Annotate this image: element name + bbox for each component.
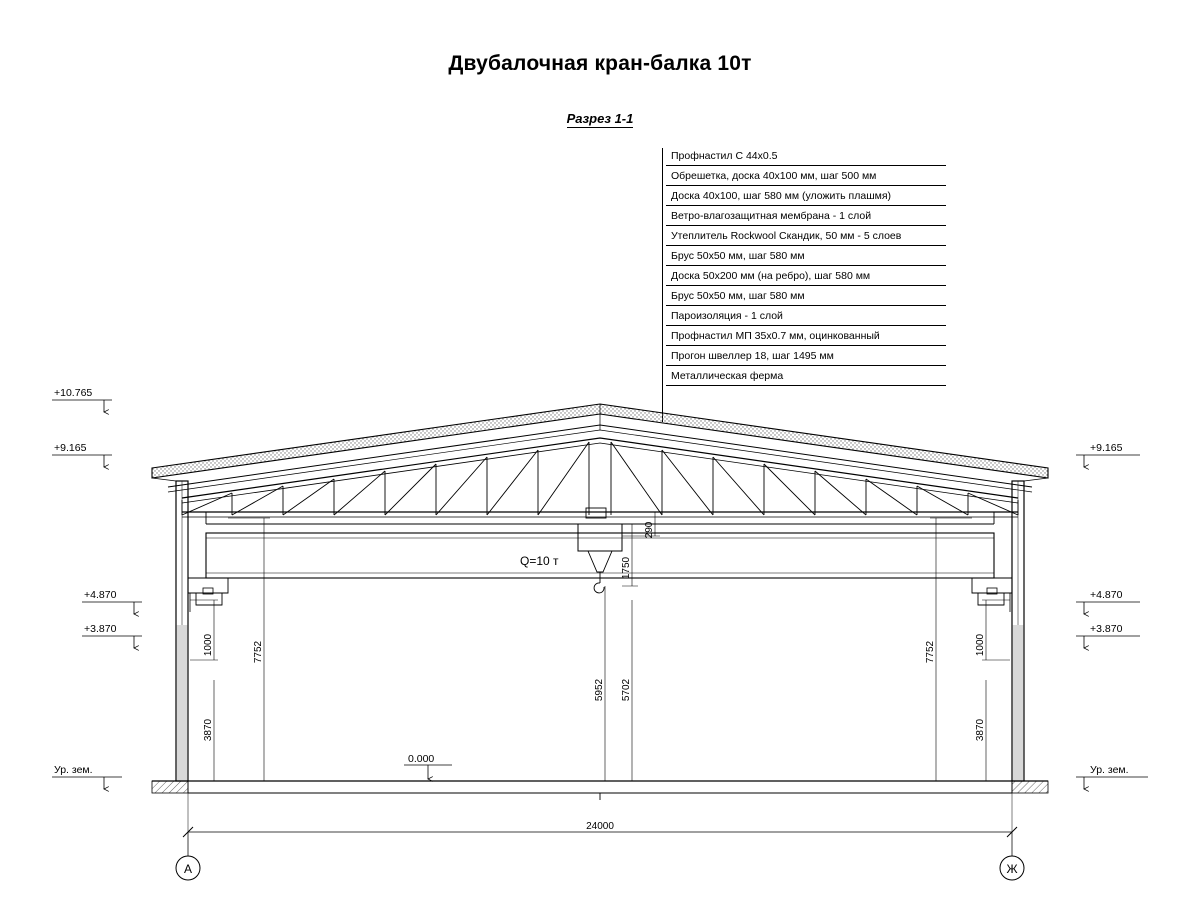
- walls: [176, 481, 1024, 781]
- dimension-right-group: [925, 518, 1010, 781]
- dimension-center-group: [594, 512, 660, 781]
- crane-capacity-label: Q=10 т: [520, 554, 559, 568]
- crane-bridge: [206, 508, 994, 593]
- axis-right: [1000, 832, 1024, 880]
- legend-item-12: Металлическая ферма: [666, 366, 946, 386]
- dimension-overall-width: [183, 793, 1017, 860]
- roof-assembly: [152, 404, 1048, 492]
- axis-label-left: А: [183, 862, 193, 876]
- crane-runway-corbels: [188, 578, 1012, 612]
- dim-right-wall-height: 3870: [975, 718, 986, 742]
- level-marks-left: [52, 387, 142, 789]
- legend-item-8: Брус 50х50 мм, шаг 580 мм: [666, 286, 946, 306]
- legend-item-3: Доска 40х100, шаг 580 мм (уложить плашмя): [666, 186, 946, 206]
- level-left-4: +3.870: [84, 623, 117, 635]
- level-right-1: +9.165: [1090, 442, 1123, 454]
- legend-item-7: Доска 50х200 мм (на ребро), шаг 580 мм: [666, 266, 946, 286]
- level-right-4: Ур. зем.: [1090, 764, 1129, 776]
- dim-clear-height: 5702: [621, 678, 632, 702]
- level-left-3: +4.870: [84, 589, 117, 601]
- level-left-2: +9.165: [54, 442, 87, 454]
- legend-item-2: Обрешетка, доска 40х100 мм, шаг 500 мм: [666, 166, 946, 186]
- legend-item-1: Профнастил С 44х0.5: [666, 146, 946, 166]
- axis-left: [176, 832, 200, 880]
- legend-item-11: Прогон швеллер 18, шаг 1495 мм: [666, 346, 946, 366]
- level-left-1: +10.765: [54, 387, 93, 399]
- level-right-3: +3.870: [1090, 623, 1123, 635]
- dimension-left-group: [190, 518, 270, 781]
- level-ground: 0.000: [408, 753, 435, 765]
- dim-beam-depth: 290: [644, 521, 655, 539]
- legend-item-6: Брус 50х50 мм, шаг 580 мм: [666, 246, 946, 266]
- level-marks-right: [1076, 442, 1148, 789]
- dim-hook-height: 5952: [594, 678, 605, 702]
- section-label-text: Разрез 1-1: [566, 111, 634, 126]
- dim-overall-width: 24000: [586, 821, 614, 832]
- legend-item-10: Профнастил МП 35х0.7 мм, оцинкованный: [666, 326, 946, 346]
- page-title: Двубалочная кран-балка 10т: [448, 52, 752, 75]
- dim-right-crane-height: 7752: [925, 640, 936, 664]
- floor-and-foundation: [152, 781, 1048, 800]
- dim-left-crane-height: 7752: [253, 640, 264, 664]
- legend-item-4: Ветро-влагозащитная мембрана - 1 слой: [666, 206, 946, 226]
- dim-left-wall-height: 3870: [203, 718, 214, 742]
- dim-hook-to-rail: 1750: [621, 556, 632, 580]
- legend-item-5: Утеплитель Rockwool Скандик, 50 мм - 5 слоев: [666, 226, 946, 246]
- ground-level-mark: [404, 753, 452, 779]
- dim-left-rail-offset: 1000: [203, 633, 214, 657]
- level-right-2: +4.870: [1090, 589, 1123, 601]
- dim-right-rail-offset: 1000: [975, 633, 986, 657]
- axis-label-right: Ж: [1006, 862, 1018, 876]
- level-left-5: Ур. зем.: [54, 764, 93, 776]
- legend-item-9: Пароизоляция - 1 слой: [666, 306, 946, 326]
